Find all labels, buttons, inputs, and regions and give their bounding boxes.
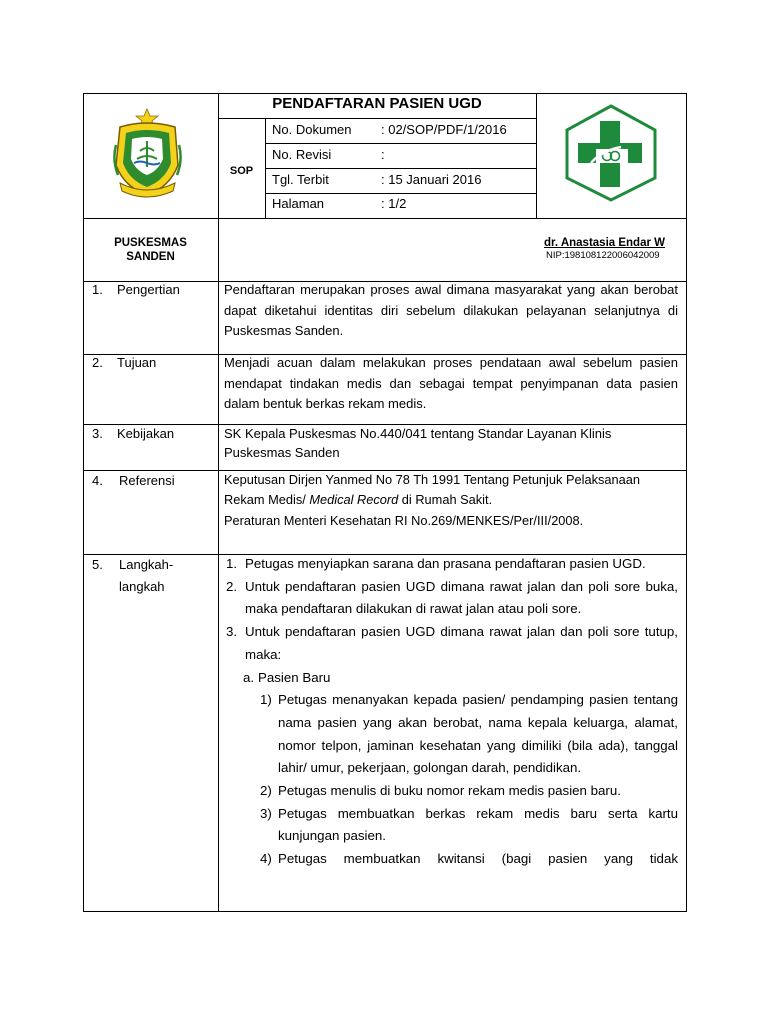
referensi-line-2-pre: Rekam Medis/ bbox=[224, 492, 310, 507]
kebijakan-text: SK Kepala Puskesmas No.440/041 tentang Standar Layanan Klinis Puskesmas Sanden bbox=[224, 426, 612, 460]
section-number-1: 1. bbox=[92, 282, 103, 297]
section-label-kebijakan: Kebijakan bbox=[117, 426, 175, 441]
signer-nip: NIP:198108122006042009 bbox=[546, 250, 660, 261]
meta-label-halaman: Halaman bbox=[272, 196, 325, 211]
referensi-line-2 bbox=[224, 492, 492, 508]
section-label-tujuan: Tujuan bbox=[117, 355, 157, 370]
referensi-line-2-post: di Rumah Sakit. bbox=[398, 492, 493, 507]
list-item: a. Pasien Baru bbox=[243, 669, 331, 685]
section-number-4: 4. bbox=[92, 473, 103, 488]
org-name-line1: PUSKESMAS bbox=[114, 237, 187, 249]
org-name-line2: SANDEN bbox=[126, 251, 175, 263]
meta-label-tgl-terbit: Tgl. Terbit bbox=[272, 172, 329, 187]
meta-label-no-dokumen: No. Dokumen bbox=[272, 122, 352, 137]
list-item: 2. Untuk pendaftaran pasien UGD dimana rawat jalan dan poli sore buka, maka pendaftaran dilakukan di rawat jalan atau poli sore. bbox=[226, 578, 678, 617]
meta-label-no-revisi: No. Revisi bbox=[272, 147, 332, 162]
referensi-line-2-em: Medical Record bbox=[309, 492, 399, 507]
list-item: 3. Untuk pendaftaran pasien UGD dimana rawat jalan dan poli sore tutup, maka: bbox=[226, 624, 678, 662]
meta-value-no-revisi: : bbox=[381, 147, 385, 162]
list-item: 1) Petugas menanyakan kepada pasien/ pendamping pasien tentang nama pasien yang akan berobat, nama kepala keluarga, alamat, nomor telpon, jaminan kesehatan yang dimiliki (bila ada), tanggal lahir/ umur, pekerjaan, golongan darah, pendidikan. bbox=[260, 692, 678, 776]
meta-value-tgl-terbit: : 15 Januari 2016 bbox=[381, 172, 482, 187]
section-number-3: 3. bbox=[92, 426, 103, 441]
tujuan-text: Menjadi acuan dalam melakukan proses pendataan awal sebelum pasien mendapat tindakan medis dan sebagai tempat penyimpanan data pasien dalam bentuk berkas rekam medis. bbox=[224, 355, 678, 411]
section-label-pengertian: Pengertian bbox=[117, 282, 180, 297]
sop-label: SOP bbox=[229, 165, 254, 177]
regency-emblem bbox=[110, 105, 185, 202]
referensi-line-1: Keputusan Dirjen Yanmed No 78 Th 1991 Tentang Petunjuk Pelaksanaan bbox=[224, 472, 640, 487]
section-number-5: 5. bbox=[92, 557, 103, 572]
langkah-steps bbox=[226, 553, 678, 871]
meta-value-halaman: : 1/2 bbox=[381, 196, 407, 211]
section-number-2: 2. bbox=[92, 355, 103, 370]
meta-value-no-dokumen: : 02/SOP/PDF/1/2016 bbox=[381, 122, 507, 137]
pengertian-text: Pendaftaran merupakan proses awal dimana masyarakat yang akan berobat dapat diketahui identitas diri sebelum dilakukan pelayanan selanjutnya di Puskesmas Sanden. bbox=[224, 282, 678, 338]
list-item: 3) Petugas membuatkan berkas rekam medis baru serta kartu kunjungan pasien. bbox=[260, 805, 678, 844]
puskesmas-logo bbox=[563, 103, 659, 203]
referensi-line-3: Peraturan Menteri Kesehatan RI No.269/MENKES/Per/III/2008. bbox=[224, 513, 584, 528]
list-item: 1. Petugas menyiapkan sarana dan prasana pendaftaran pasien UGD. bbox=[226, 556, 646, 571]
list-item: 2) Petugas menulis di buku nomor rekam medis pasien baru. bbox=[260, 783, 621, 799]
signer-name: dr. Anastasia Endar W bbox=[544, 237, 665, 249]
document-title: PENDAFTARAN PASIEN UGD bbox=[272, 95, 482, 112]
list-item: 4) Petugas membuatkan kwitansi (bagi pasien yang tidak bbox=[260, 851, 678, 867]
section-label-langkah-1: Langkah- bbox=[119, 557, 174, 572]
section-label-referensi: Referensi bbox=[119, 473, 175, 488]
section-label-langkah-2: langkah bbox=[119, 579, 165, 594]
